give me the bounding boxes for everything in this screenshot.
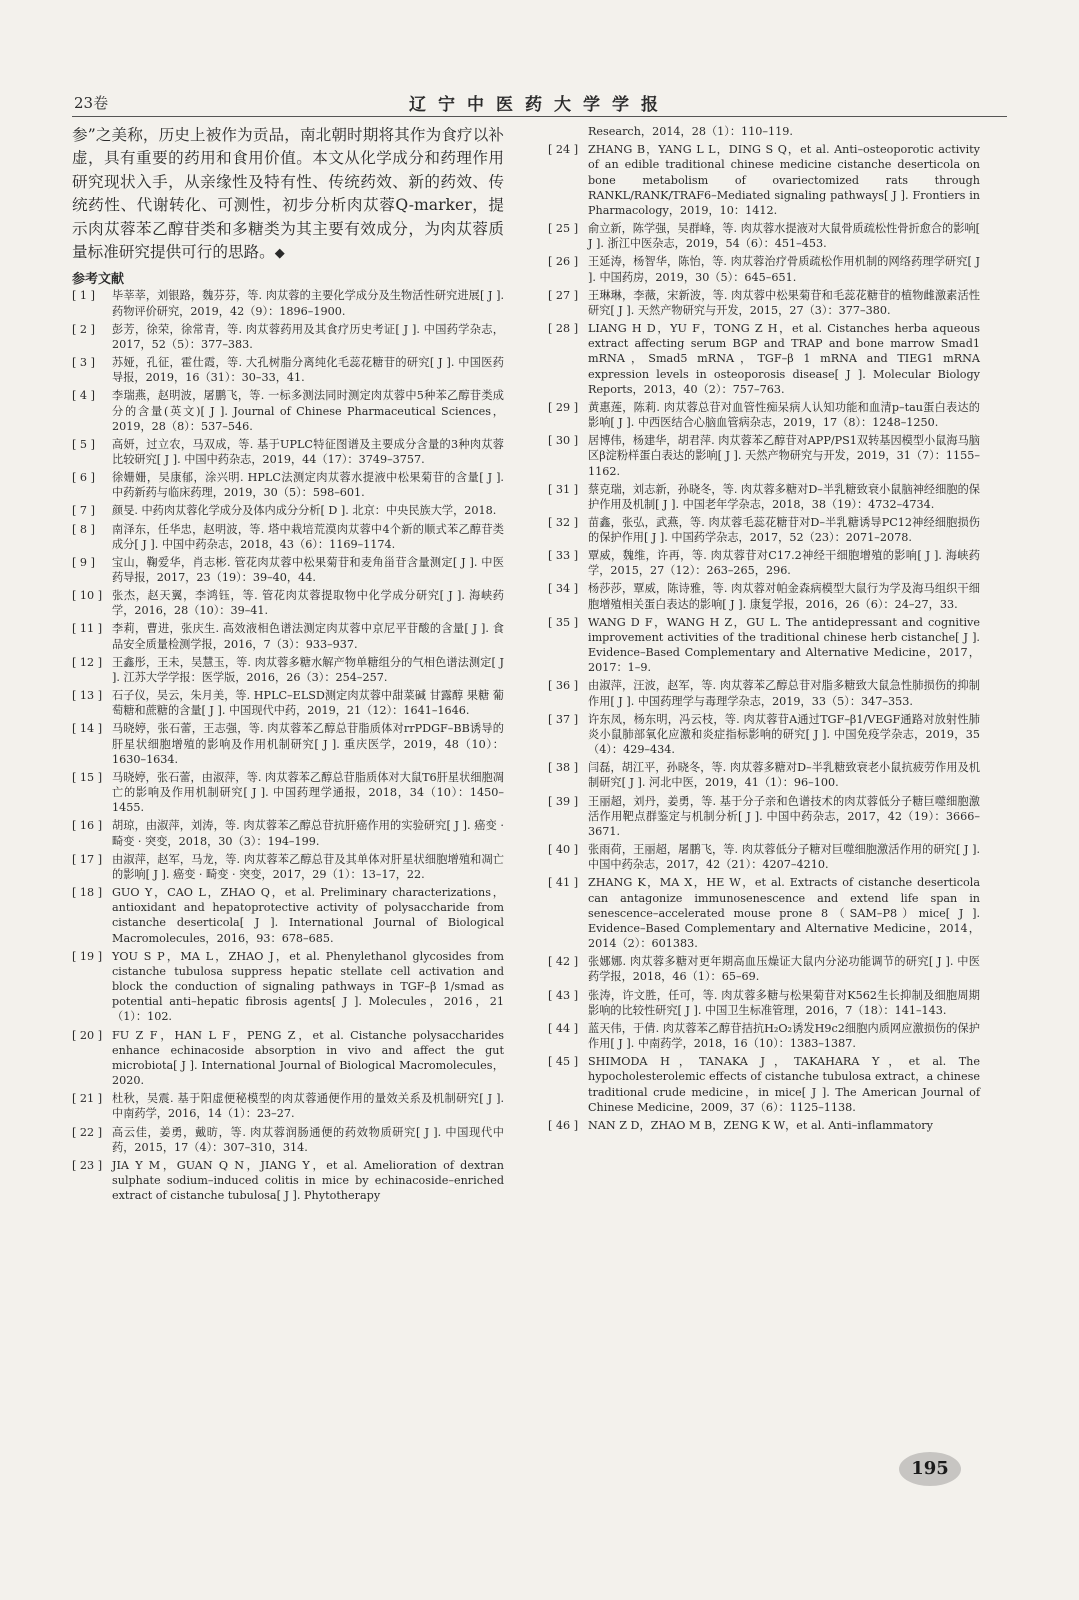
reference-item <box>548 1021 980 1051</box>
reference-text: 胡琼，由淑萍，刘涛，等. 肉苁蓉苯乙醇总苷抗肝癌作用的实验研究[ J ]. 癌变 · 畸变 · 突变，2018，30（3）：194–199. <box>112 819 504 848</box>
reference-number: [ 36 ] <box>548 679 579 693</box>
volume-label: 23卷 <box>74 94 109 112</box>
body-paragraph <box>72 124 504 265</box>
reference-number: [ 18 ] <box>72 885 103 899</box>
reference-text: 张涛，许文胜，任可，等. 肉苁蓉多糖与松果菊苷对K562生长抑制及细胞周期影响的比较性研究[ J ]. 中国卫生标准管理，2016，7（18）：141–143. <box>588 988 980 1017</box>
reference-item <box>548 581 980 611</box>
reference-text: 覃威，魏维，许再，等. 肉苁蓉苷对C17.2神经干细胞增殖的影响[ J ]. 海峡药学，2015，27（12）：263–265，296. <box>588 549 980 578</box>
reference-item <box>548 1118 980 1133</box>
reference-text: 蓝天伟，于倩. 肉苁蓉苯乙醇苷拮抗H₂O₂诱发H9c2细胞内质网应激损伤的保护作用[ J ]. 中南药学，2018，16（10）：1383–1387. <box>588 1021 980 1051</box>
right-column <box>548 124 980 1136</box>
reference-text: 闫磊，胡江平，孙晓冬，等. 肉苁蓉多糖对D–半乳糖致衰老小鼠抗疲劳作用及机制研究[ J ]. 河北中医，2019，41（1）：96–100. <box>588 761 980 790</box>
reference-item <box>548 988 980 1018</box>
reference-item <box>72 655 504 685</box>
reference-text: 王丽超，刘丹，姜勇，等. 基于分子亲和色谱技术的肉苁蓉低分子糖巨噬细胞激活作用靶点群鉴定与机制分析[ J ]. 中国中药杂志，2017，42（19）：3666–3671. <box>588 794 980 838</box>
reference-item <box>72 621 504 651</box>
page-number: 195 <box>899 1452 961 1486</box>
reference-text: 王延涛，杨智华，陈怡，等. 肉苁蓉治疗骨质疏松作用机制的网络药理学研究[ J ]. 中国药房，2019，30（5）：645–651. <box>588 255 980 284</box>
reference-number: [ 3 ] <box>72 356 95 370</box>
reference-number: [ 45 ] <box>548 1055 579 1069</box>
reference-text: 苗鑫，张弘，武燕，等. 肉苁蓉毛蕊花糖苷对D–半乳糖诱导PC12神经细胞损伤的保护作用[ J ]. 中国药学杂志，2017，52（23）：2071–2078. <box>588 515 980 545</box>
reference-text: 颜旻. 中药肉苁蓉化学成分及体内成分分析[ D ]. 北京：中央民族大学，2018. <box>112 504 497 518</box>
reference-item <box>72 1125 504 1155</box>
reference-number: [ 46 ] <box>548 1118 579 1132</box>
reference-item <box>72 503 504 518</box>
reference-item <box>72 949 504 1025</box>
reference-text: Research，2014，28（1）：110–119. <box>588 125 793 138</box>
reference-number: [ 1 ] <box>72 289 95 303</box>
reference-item <box>72 388 504 434</box>
reference-text: NAN Z D，ZHAO M B，ZENG K W，et al. Anti–inflammatory <box>588 1118 933 1132</box>
reference-text: 徐姗姗，吴康郁，涂兴明. HPLC法测定肉苁蓉水提液中松果菊苷的含量[ J ]. 中药新药与临床药理，2019，30（5）：598–601. <box>112 471 504 500</box>
reference-text: ZHANG K，MA X，HE W，et al. Extracts of cistanche deserticola can antagonize immunosenescence and extend life span in senescence–accelerated mouse prone 8（SAM–P8）mice[ J ]. Evidence–Based Complementary and Alternative Medicine，2014，2014（2）：601383. <box>588 876 980 951</box>
references-title: 参考文献 <box>72 272 125 288</box>
reference-number: [ 4 ] <box>72 389 95 403</box>
reference-text: 马晓婷，张石蕾，王志强，等. 肉苁蓉苯乙醇总苷脂质体对rrPDGF–BB诱导的肝星状细胞增殖的影响及作用机制研究[ J ]. 重庆医学，2019，48（10）：1630–1634. <box>112 722 504 766</box>
reference-item <box>548 615 980 676</box>
reference-text: GUO Y，CAO L，ZHAO Q，et al. Preliminary characterizations，antioxidant and hepatoprotective activity of polysaccharide from cistanche deserticola[ J ]. International Journal of Biological Macromolecules，2016，93：678–685. <box>112 885 504 945</box>
reference-number: [ 13 ] <box>72 689 103 702</box>
reference-number: [ 37 ] <box>548 712 579 726</box>
reference-item <box>72 588 504 618</box>
reference-item <box>72 721 504 767</box>
reference-number: [ 6 ] <box>72 471 95 485</box>
body-text: 参”之美称，历史上被作为贡品，南北朝时期将其作为食疗以补虚，具有重要的药用和食用价值。本文从化学成分和药理作用研究现状入手，从亲缘性及特有性、传统药效、新的药效、传统药性、代谢转化、可测性，初步分析肉苁蓉Q-marker，提示肉苁蓉苯乙醇苷类和多糖类为其主要有效成分，为肉苁蓉质量标准研究提供可行的思路。 <box>72 126 504 262</box>
reference-number: [ 44 ] <box>548 1021 579 1035</box>
reference-item <box>548 482 980 512</box>
reference-number: [ 31 ] <box>548 482 579 496</box>
reference-text: WANG D F，WANG H Z，GU L. The antidepressant and cognitive improvement activities of the traditional chinese herb cistanche[ J ]. Evidence–Based Complementary and Alternative Medicine，2017，2017：1–9. <box>588 615 980 675</box>
reference-item <box>72 1158 504 1204</box>
reference-text: 毕莘莘，刘银路，魏芬芬，等. 肉苁蓉的主要化学成分及生物活性研究进展[ J ]. 药物评价研究，2019，42（9）：1896–1900. <box>112 289 504 318</box>
reference-number: [ 43 ] <box>548 988 579 1002</box>
journal-title: 辽宁中医药大学学报 <box>409 95 670 115</box>
reference-number: [ 8 ] <box>72 522 95 536</box>
reference-number: [ 30 ] <box>548 434 579 448</box>
reference-text: 由淑萍，汪波，赵军，等. 肉苁蓉苯乙醇总苷对脂多糖致大鼠急性肺损伤的抑制作用[ J ]. 中国药理学与毒理学杂志，2019，33（5）：347–353. <box>588 679 980 708</box>
reference-text: 李莉，曹进，张庆生. 高效液相色谱法测定肉苁蓉中京尼平苷酸的含量[ J ]. 食品安全质量检测学报，2016，7（3）：933–937. <box>112 622 504 651</box>
reference-number: [ 22 ] <box>72 1125 103 1139</box>
reference-text: 南泽东，任华忠，赵明波，等. 塔中栽培荒漠肉苁蓉中4个新的顺式苯乙醇苷类成分[ J ]. 中国中药杂志，2018，43（6）：1169–1174. <box>112 522 504 551</box>
reference-item <box>548 548 980 578</box>
reference-text: 王鑫彤，王未，吴慧玉，等. 肉苁蓉多糖水解产物单糖组分的气相色谱法测定[ J ]. 江苏大学学报：医学版，2016，26（3）：254–257. <box>112 655 504 684</box>
reference-item <box>72 885 504 946</box>
reference-number: [ 7 ] <box>72 504 95 518</box>
reference-text: 由淑萍，赵军，马龙，等. 肉苁蓉苯乙醇总苷及其单体对肝星状细胞增殖和凋亡的影响[ J ]. 癌变 · 畸变 · 突变，2017，29（1）：13–17，22. <box>112 852 504 881</box>
reference-number: [ 33 ] <box>548 549 579 563</box>
reference-number: [ 15 ] <box>72 770 103 784</box>
reference-item <box>548 124 980 139</box>
reference-item <box>548 254 980 284</box>
reference-item <box>548 678 980 708</box>
reference-number: [ 32 ] <box>548 515 579 529</box>
reference-number: [ 17 ] <box>72 852 103 866</box>
reference-text: 王琳琳，李薇，宋新波，等. 肉苁蓉中松果菊苷和毛蕊花糖苷的植物雌激素活性研究[ J ]. 天然产物研究与开发，2015，27（3）：377–380. <box>588 288 980 317</box>
reference-text: 许东凤，杨东明，冯云枝，等. 肉苁蓉苷A通过TGF–β1/VEGF通路对放射性肺炎小鼠肺部氧化应激和炎症指标影响的研究[ J ]. 中国免疫学杂志，2019，35（4）：429–434. <box>588 712 980 757</box>
end-mark-icon: ◆ <box>274 246 285 262</box>
reference-item <box>72 437 504 467</box>
reference-item <box>548 954 980 984</box>
reference-text: 高云佳，姜勇，戴昉，等. 肉苁蓉润肠通便的药效物质研究[ J ]. 中国现代中药，2015，17（4）：307–310，314. <box>112 1125 504 1154</box>
reference-text: 张娜娜. 肉苁蓉多糖对更年期高血压燥证大鼠内分泌功能调节的研究[ J ]. 中医药学报，2018，46（1）：65–69. <box>588 955 980 984</box>
references-list-right <box>548 124 980 1133</box>
reference-number: [ 12 ] <box>72 655 103 669</box>
reference-item <box>72 555 504 585</box>
reference-number: [ 16 ] <box>72 819 103 833</box>
reference-number: [ 27 ] <box>548 288 579 302</box>
reference-number: [ 39 ] <box>548 794 579 808</box>
reference-text: 张雨荷，王丽超，屠鹏飞，等. 肉苁蓉低分子糖对巨噬细胞激活作用的研究[ J ]. 中国中药杂志，2017，42（21）：4207–4210. <box>588 843 980 872</box>
reference-text: SHIMODA H，TANAKA J，TAKAHARA Y，et al. The hypocholesterolemic effects of cistanche tubulosa extract，a chinese traditional crude medicine，in mice[ J ]. The American Journal of Chinese Medicine，2009，37（6）：1125–1138. <box>588 1055 980 1114</box>
references-list-left <box>72 288 504 1203</box>
reference-item <box>72 470 504 500</box>
reference-number: [ 2 ] <box>72 322 95 336</box>
reference-text: 高妍，过立农，马双成，等. 基于UPLC特征图谱及主要成分含量的3种肉苁蓉比较研究[ J ]. 中国中药杂志，2019，44（17）：3749–3757. <box>112 437 504 467</box>
reference-text: 杨莎莎，覃威，陈诗雅，等. 肉苁蓉对帕金森病模型大鼠行为学及海马组织干细胞增殖相关蛋白表达的影响[ J ]. 康复学报，2016，26（6）：24–27，33. <box>588 582 980 611</box>
reference-item <box>72 852 504 882</box>
reference-text: 蔡克瑞，刘志新，孙晓冬，等. 肉苁蓉多糖对D–半乳糖致衰小鼠脑神经细胞的保护作用及机制[ J ]. 中国老年学杂志，2018，38（19）：4732–4734. <box>588 482 980 511</box>
reference-item <box>548 875 980 951</box>
reference-text: 石子仪，吴云，朱月美，等. HPLC–ELSD测定肉苁蓉中甜菜碱 甘露醇 果糖 葡萄糖和蔗糖的含量[ J ]. 中国现代中药，2019，21（12）：1641–1646. <box>112 689 504 718</box>
reference-text: JIA Y M，GUAN Q N，JIANG Y，et al. Amelioration of dextran sulphate sodium–induced colitis in mice by echinacoside–enriched extract of cistanche tubulosa[ J ]. Phytotherapy <box>112 1158 504 1203</box>
reference-number: [ 5 ] <box>72 437 95 451</box>
reference-number: [ 29 ] <box>548 400 579 414</box>
reference-number: [ 42 ] <box>548 955 579 969</box>
reference-text: 黄惠莲，陈莉. 肉苁蓉总苷对血管性痴呆病人认知功能和血清p–tau蛋白表达的影响[ J ]. 中西医结合心脑血管病杂志，2019，17（8）：1248–1250. <box>588 400 980 429</box>
reference-number: [ 23 ] <box>72 1158 103 1172</box>
reference-number: [ 20 ] <box>72 1028 103 1042</box>
reference-item <box>548 400 980 430</box>
reference-item <box>72 1091 504 1121</box>
reference-number: [ 10 ] <box>72 589 103 603</box>
left-column <box>72 124 504 1206</box>
reference-text: 居博伟，杨建华，胡君萍. 肉苁蓉苯乙醇苷对APP/PS1双转基因模型小鼠海马脑区β淀粉样蛋白表达的影响[ J ]. 天然产物研究与开发，2019，31（7）：1155–1162. <box>588 434 980 478</box>
reference-text: FU Z F，HAN L F，PENG Z，et al. Cistanche polysaccharides enhance echinacoside absorption in vivo and affect the gut microbiota[ J ]. International Journal of Biological Macromolecules，2020. <box>112 1028 504 1088</box>
reference-number: [ 35 ] <box>548 615 579 629</box>
reference-number: [ 11 ] <box>72 622 103 636</box>
reference-item <box>72 688 504 718</box>
reference-item <box>72 322 504 352</box>
reference-item <box>548 842 980 872</box>
reference-number: [ 14 ] <box>72 722 103 736</box>
reference-number: [ 40 ] <box>548 843 579 857</box>
reference-text: 宝山，鞠爱华，肖志彬. 管花肉苁蓉中松果菊苷和麦角甾苷含量测定[ J ]. 中医药导报，2017，23（19）：39–40，44. <box>112 555 504 585</box>
reference-item <box>548 794 980 840</box>
reference-item <box>548 321 980 397</box>
reference-text: 李瑞燕，赵明波，屠鹏飞，等. 一标多测法同时测定肉苁蓉中5种苯乙醇苷类成分的含量(英文)[ J ]. Journal of Chinese Pharmaceutical Sciences，2019，28（8）：537–546. <box>112 389 504 433</box>
reference-number: [ 25 ] <box>548 222 579 235</box>
reference-item <box>548 221 980 251</box>
reference-text: 俞立新，陈学强，吴群峰，等. 肉苁蓉水提液对大鼠骨质疏松性骨折愈合的影响[ J ]. 浙江中医杂志，2019，54（6）：451–453. <box>588 222 980 251</box>
reference-item <box>548 288 980 318</box>
reference-item <box>72 818 504 848</box>
reference-text: LIANG H D，YU F，TONG Z H，et al. Cistanches herba aqueous extract affecting serum BGP and TRAP and bone marrow Smad1 mRNA，Smad5 mRNA，TGF–β 1 mRNA and TIEG1 mRNA expression levels in osteoporosis disease[ J ]. Molecular Biology Reports，2013，40（2）：757–763. <box>588 321 980 396</box>
reference-text: YOU S P，MA L，ZHAO J，et al. Phenylethanol glycosides from cistanche tubulosa suppress hepatic stellate cell activation and block the conduction of signaling pathways in TGF–β 1/smad as potential anti–hepatic fibrosis agents[ J ]. Molecules，2016，21（1）：102. <box>112 949 504 1024</box>
reference-item <box>72 355 504 385</box>
reference-item <box>548 1054 980 1115</box>
reference-text: 苏娅，孔征，霍仕霞，等. 大孔树脂分离纯化毛蕊花糖苷的研究[ J ]. 中国医药导报，2019，16（31）：30–33，41. <box>112 356 504 385</box>
reference-text: 杜秋，吴震. 基于阳虚便秘模型的肉苁蓉通便作用的量效关系及机制研究[ J ]. 中南药学，2016，14（1）：23–27. <box>112 1092 504 1121</box>
reference-item <box>72 288 504 318</box>
reference-number: [ 26 ] <box>548 255 579 269</box>
reference-item <box>548 515 980 545</box>
running-header <box>72 90 1007 117</box>
reference-item <box>548 433 980 479</box>
reference-item <box>548 142 980 218</box>
reference-text: 马晓婷，张石蕾，由淑萍，等. 肉苁蓉苯乙醇总苷脂质体对大鼠T6肝星状细胞凋亡的影响及作用机制研究[ J ]. 中国药理学通报，2018，34（10）：1450–1455. <box>112 770 504 815</box>
reference-text: 张杰，赵天翼，李鸿钰，等. 管花肉苁蓉提取物中化学成分研究[ J ]. 海峡药学，2016，28（10）：39–41. <box>112 589 504 618</box>
reference-number: [ 34 ] <box>548 582 579 596</box>
reference-number: [ 19 ] <box>72 949 103 963</box>
reference-number: [ 38 ] <box>548 761 579 775</box>
reference-number: [ 9 ] <box>72 555 95 569</box>
reference-number <box>548 124 588 139</box>
reference-number: [ 41 ] <box>548 876 579 890</box>
reference-text: ZHANG B，YANG L L，DING S Q，et al. Anti–osteoporotic activity of an edible traditional chinese medicine cistanche deserticola on bone metabolism of ovariectomized rats through RANKL/RANK/TRAF6–Mediated signaling pathways[ J ]. Frontiers in Pharmacology，2019，10：1412. <box>588 143 980 217</box>
reference-number: [ 28 ] <box>548 321 579 335</box>
reference-item <box>548 760 980 790</box>
reference-number: [ 21 ] <box>72 1092 103 1106</box>
reference-item <box>72 522 504 552</box>
reference-number: [ 24 ] <box>548 143 579 157</box>
reference-item <box>548 712 980 758</box>
reference-text: 彭芳，徐荣，徐常青，等. 肉苁蓉药用及其食疗历史考证[ J ]. 中国药学杂志，2017，52（5）：377–383. <box>112 322 504 351</box>
reference-item <box>72 1028 504 1089</box>
reference-item <box>72 770 504 816</box>
